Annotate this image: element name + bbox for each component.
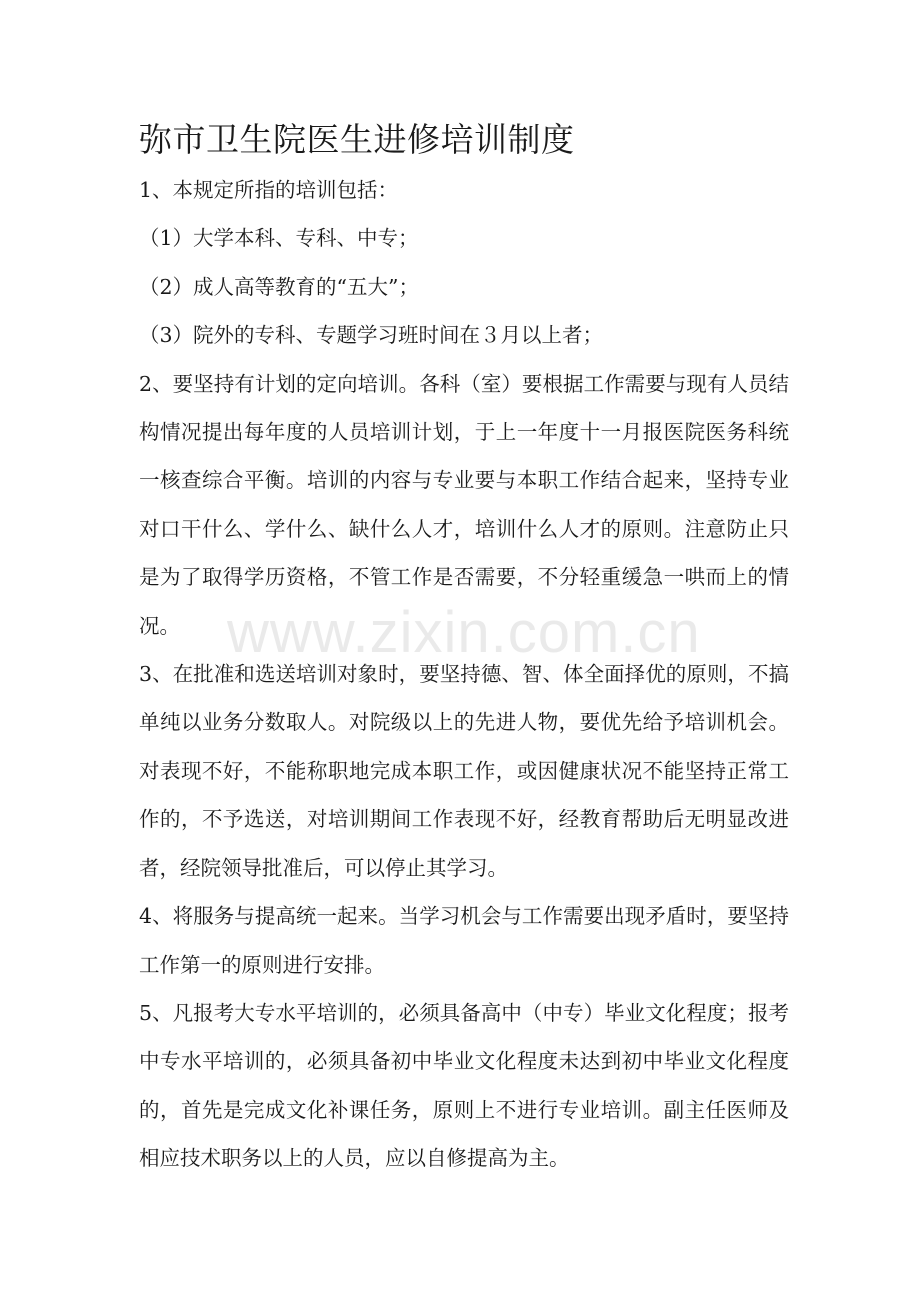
paragraph-1: 1、本规定所指的培训包括： — [139, 178, 399, 202]
paragraph-2: 2、要坚持有计划的定向培训。各科（室）要根据工作需要与现有人员结构情况提出每年度的人员培训计划，于上一年度十一月报医院医务科统一核查综合平衡。培训的内容与专业要与本职工作结合起来，坚持专业对口干什么、学什么、缺什么人才，培训什么人才的原则。注意防止只是为了取得学历资格，不管工作是否需要，不分轻重缓急一哄而上的情况。 — [139, 371, 789, 638]
paragraph-4: 4、将服务与提高统一起来。当学习机会与工作需要出现矛盾时，要坚持工作第一的原则进行安排。 — [139, 904, 789, 977]
paragraph-5: 5、凡报考大专水平培训的，必须具备高中（中专）毕业文化程度；报考中专水平培训的，必须具备初中毕业文化程度未达到初中毕业文化程度的，首先是完成文化补课任务，原则上不进行专业培训。副主任医师及相应技术职务以上的人员，应以自修提高为主。 — [139, 1000, 789, 1171]
watermark: www.zixin.com.cn — [227, 600, 701, 665]
document-body — [139, 166, 789, 1183]
paragraph-1-item-1: （1）大学本科、专科、中专； — [139, 226, 419, 251]
paragraph-1-item-3: （3）院外的专科、专题学习班时间在３月以上者； — [139, 323, 604, 348]
paragraph-3: 3、在批准和选送培训对象时，要坚持德、智、体全面择优的原则，不搞单纯以业务分数取人。对院级以上的先进人物，要优先给予培训机会。对表现不好，不能称职地完成本职工作，或因健康状况不能坚持正常工作的，不予选送，对培训期间工作表现不好，经教育帮助后无明显改进者，经院领导批准后，可以停止其学习。 — [139, 662, 789, 880]
document-title: 弥市卫生院医生进修培训制度 — [139, 120, 575, 159]
paragraph-1-item-2: （2）成人高等教育的“五大”； — [139, 274, 420, 299]
